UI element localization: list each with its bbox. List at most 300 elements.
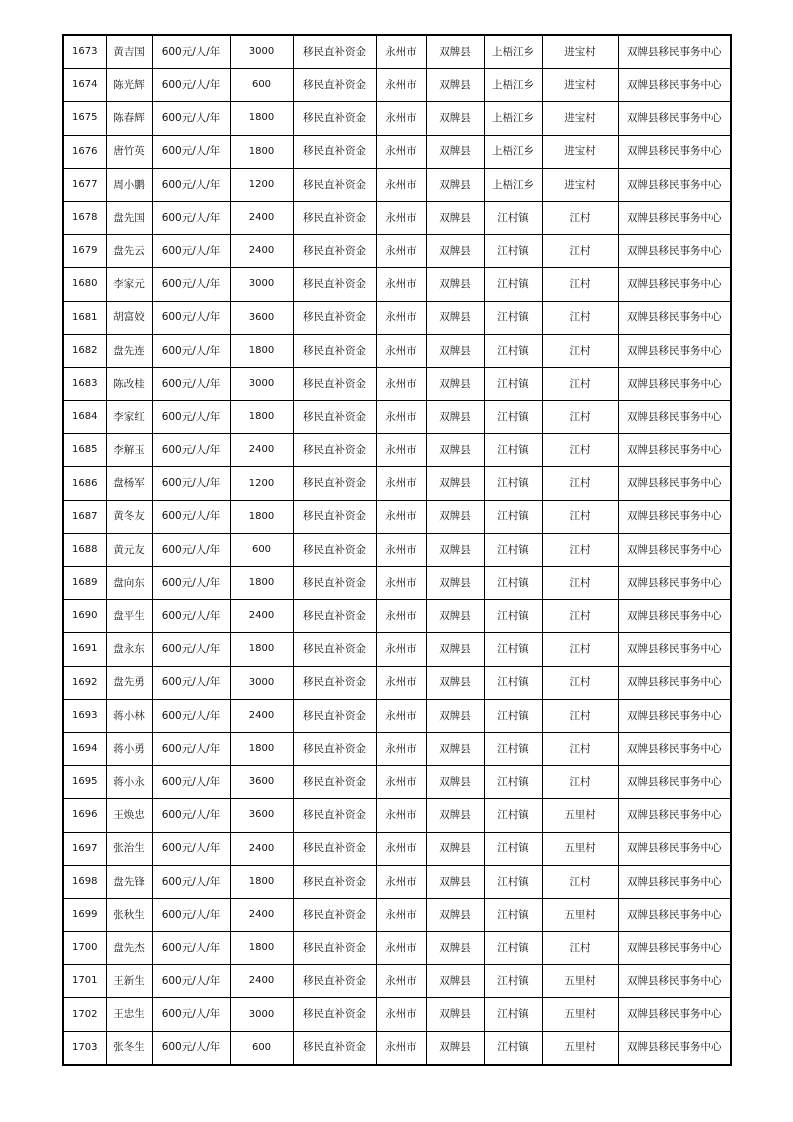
cell-amount: 1800: [230, 633, 293, 666]
cell-fund-type: 移民直补资金: [293, 799, 376, 832]
cell-township: 江村镇: [484, 898, 542, 931]
cell-fund-type: 移民直补资金: [293, 500, 376, 533]
cell-fund-type: 移民直补资金: [293, 301, 376, 334]
cell-issuing-agency: 双牌县移民事务中心: [618, 932, 731, 965]
cell-city: 永州市: [376, 102, 426, 135]
cell-subsidy-standard: 600元/人/年: [152, 367, 230, 400]
cell-amount: 2400: [230, 235, 293, 268]
cell-amount: 2400: [230, 699, 293, 732]
table-row: [63, 799, 731, 832]
cell-amount: 3000: [230, 35, 293, 69]
cell-village: 江村: [542, 434, 618, 467]
cell-row-number: 1684: [63, 401, 106, 434]
cell-row-number: 1676: [63, 135, 106, 168]
table-body: [63, 35, 731, 1065]
cell-subsidy-standard: 600元/人/年: [152, 600, 230, 633]
cell-issuing-agency: 双牌县移民事务中心: [618, 268, 731, 301]
cell-amount: 3000: [230, 268, 293, 301]
cell-county: 双牌县: [426, 600, 484, 633]
cell-recipient-name: 李家元: [106, 268, 152, 301]
cell-amount: 1800: [230, 732, 293, 765]
table-row: [63, 268, 731, 301]
cell-subsidy-standard: 600元/人/年: [152, 533, 230, 566]
cell-recipient-name: 周小鹏: [106, 168, 152, 201]
cell-issuing-agency: 双牌县移民事务中心: [618, 434, 731, 467]
cell-issuing-agency: 双牌县移民事务中心: [618, 69, 731, 102]
cell-fund-type: 移民直补资金: [293, 932, 376, 965]
cell-city: 永州市: [376, 467, 426, 500]
cell-fund-type: 移民直补资金: [293, 401, 376, 434]
cell-recipient-name: 蒋小勇: [106, 732, 152, 765]
table-row: [63, 334, 731, 367]
cell-county: 双牌县: [426, 168, 484, 201]
table-row: [63, 732, 731, 765]
cell-issuing-agency: 双牌县移民事务中心: [618, 998, 731, 1031]
cell-fund-type: 移民直补资金: [293, 201, 376, 234]
cell-row-number: 1702: [63, 998, 106, 1031]
cell-county: 双牌县: [426, 268, 484, 301]
cell-issuing-agency: 双牌县移民事务中心: [618, 235, 731, 268]
cell-recipient-name: 张治生: [106, 832, 152, 865]
cell-amount: 600: [230, 1031, 293, 1065]
cell-issuing-agency: 双牌县移民事务中心: [618, 102, 731, 135]
cell-county: 双牌县: [426, 732, 484, 765]
cell-issuing-agency: 双牌县移民事务中心: [618, 699, 731, 732]
cell-subsidy-standard: 600元/人/年: [152, 135, 230, 168]
cell-county: 双牌县: [426, 434, 484, 467]
cell-city: 永州市: [376, 567, 426, 600]
cell-city: 永州市: [376, 998, 426, 1031]
cell-recipient-name: 盘先锋: [106, 865, 152, 898]
cell-township: 江村镇: [484, 301, 542, 334]
cell-recipient-name: 陈春辉: [106, 102, 152, 135]
cell-recipient-name: 黄吉国: [106, 35, 152, 69]
cell-village: 江村: [542, 567, 618, 600]
cell-fund-type: 移民直补资金: [293, 367, 376, 400]
table-row: [63, 865, 731, 898]
cell-recipient-name: 李解玉: [106, 434, 152, 467]
cell-amount: 600: [230, 533, 293, 566]
cell-village: 五里村: [542, 799, 618, 832]
cell-township: 江村镇: [484, 965, 542, 998]
cell-row-number: 1697: [63, 832, 106, 865]
table-row: [63, 666, 731, 699]
cell-issuing-agency: 双牌县移民事务中心: [618, 600, 731, 633]
cell-subsidy-standard: 600元/人/年: [152, 567, 230, 600]
cell-row-number: 1695: [63, 766, 106, 799]
cell-recipient-name: 盘平生: [106, 600, 152, 633]
cell-recipient-name: 张秋生: [106, 898, 152, 931]
cell-village: 江村: [542, 699, 618, 732]
cell-subsidy-standard: 600元/人/年: [152, 102, 230, 135]
cell-village: 江村: [542, 865, 618, 898]
cell-county: 双牌县: [426, 633, 484, 666]
cell-village: 江村: [542, 633, 618, 666]
cell-city: 永州市: [376, 932, 426, 965]
cell-county: 双牌县: [426, 998, 484, 1031]
cell-amount: 2400: [230, 600, 293, 633]
cell-amount: 600: [230, 69, 293, 102]
cell-township: 上梧江乡: [484, 69, 542, 102]
cell-county: 双牌县: [426, 201, 484, 234]
cell-village: 江村: [542, 201, 618, 234]
cell-county: 双牌县: [426, 500, 484, 533]
cell-township: 上梧江乡: [484, 35, 542, 69]
cell-township: 上梧江乡: [484, 135, 542, 168]
cell-subsidy-standard: 600元/人/年: [152, 732, 230, 765]
cell-village: 五里村: [542, 832, 618, 865]
cell-village: 江村: [542, 235, 618, 268]
cell-amount: 1800: [230, 334, 293, 367]
cell-city: 永州市: [376, 401, 426, 434]
table-row: [63, 500, 731, 533]
table-row: [63, 533, 731, 566]
cell-city: 永州市: [376, 865, 426, 898]
table-row: [63, 567, 731, 600]
cell-county: 双牌县: [426, 932, 484, 965]
cell-village: 江村: [542, 533, 618, 566]
cell-amount: 3600: [230, 799, 293, 832]
cell-subsidy-standard: 600元/人/年: [152, 998, 230, 1031]
cell-city: 永州市: [376, 898, 426, 931]
cell-row-number: 1674: [63, 69, 106, 102]
cell-village: 江村: [542, 932, 618, 965]
cell-subsidy-standard: 600元/人/年: [152, 434, 230, 467]
cell-county: 双牌县: [426, 766, 484, 799]
cell-row-number: 1681: [63, 301, 106, 334]
cell-fund-type: 移民直补资金: [293, 832, 376, 865]
cell-recipient-name: 陈改桂: [106, 367, 152, 400]
cell-city: 永州市: [376, 799, 426, 832]
cell-issuing-agency: 双牌县移民事务中心: [618, 135, 731, 168]
cell-township: 江村镇: [484, 533, 542, 566]
cell-fund-type: 移民直补资金: [293, 666, 376, 699]
cell-issuing-agency: 双牌县移民事务中心: [618, 367, 731, 400]
cell-township: 江村镇: [484, 201, 542, 234]
cell-township: 江村镇: [484, 334, 542, 367]
cell-subsidy-standard: 600元/人/年: [152, 334, 230, 367]
cell-county: 双牌县: [426, 666, 484, 699]
cell-township: 江村镇: [484, 235, 542, 268]
cell-amount: 1200: [230, 168, 293, 201]
cell-city: 永州市: [376, 168, 426, 201]
cell-subsidy-standard: 600元/人/年: [152, 932, 230, 965]
cell-village: 进宝村: [542, 69, 618, 102]
cell-township: 江村镇: [484, 799, 542, 832]
cell-issuing-agency: 双牌县移民事务中心: [618, 201, 731, 234]
table-row: [63, 401, 731, 434]
cell-subsidy-standard: 600元/人/年: [152, 633, 230, 666]
cell-city: 永州市: [376, 965, 426, 998]
cell-recipient-name: 蒋小林: [106, 699, 152, 732]
cell-issuing-agency: 双牌县移民事务中心: [618, 301, 731, 334]
cell-fund-type: 移民直补资金: [293, 235, 376, 268]
cell-amount: 2400: [230, 434, 293, 467]
cell-township: 上梧江乡: [484, 102, 542, 135]
cell-row-number: 1682: [63, 334, 106, 367]
cell-township: 江村镇: [484, 401, 542, 434]
cell-fund-type: 移民直补资金: [293, 567, 376, 600]
cell-village: 进宝村: [542, 35, 618, 69]
table-row: [63, 832, 731, 865]
cell-recipient-name: 王忠生: [106, 998, 152, 1031]
cell-village: 五里村: [542, 965, 618, 998]
table-row: [63, 600, 731, 633]
cell-county: 双牌县: [426, 965, 484, 998]
cell-village: 江村: [542, 334, 618, 367]
cell-amount: 1800: [230, 500, 293, 533]
cell-recipient-name: 陈光辉: [106, 69, 152, 102]
cell-fund-type: 移民直补资金: [293, 135, 376, 168]
cell-fund-type: 移民直补资金: [293, 898, 376, 931]
cell-issuing-agency: 双牌县移民事务中心: [618, 467, 731, 500]
cell-village: 江村: [542, 467, 618, 500]
cell-subsidy-standard: 600元/人/年: [152, 799, 230, 832]
cell-city: 永州市: [376, 533, 426, 566]
cell-township: 江村镇: [484, 666, 542, 699]
cell-row-number: 1683: [63, 367, 106, 400]
table-row: [63, 898, 731, 931]
cell-township: 江村镇: [484, 367, 542, 400]
cell-recipient-name: 胡富姣: [106, 301, 152, 334]
cell-subsidy-standard: 600元/人/年: [152, 898, 230, 931]
cell-row-number: 1675: [63, 102, 106, 135]
cell-city: 永州市: [376, 35, 426, 69]
table-row: [63, 102, 731, 135]
cell-township: 江村镇: [484, 500, 542, 533]
cell-issuing-agency: 双牌县移民事务中心: [618, 865, 731, 898]
cell-amount: 3000: [230, 367, 293, 400]
cell-fund-type: 移民直补资金: [293, 69, 376, 102]
cell-city: 永州市: [376, 69, 426, 102]
cell-fund-type: 移民直补资金: [293, 699, 376, 732]
cell-city: 永州市: [376, 600, 426, 633]
cell-row-number: 1693: [63, 699, 106, 732]
cell-recipient-name: 盘先杰: [106, 932, 152, 965]
cell-city: 永州市: [376, 666, 426, 699]
cell-row-number: 1698: [63, 865, 106, 898]
cell-county: 双牌县: [426, 69, 484, 102]
cell-recipient-name: 盘先国: [106, 201, 152, 234]
cell-county: 双牌县: [426, 567, 484, 600]
cell-subsidy-standard: 600元/人/年: [152, 1031, 230, 1065]
cell-village: 进宝村: [542, 135, 618, 168]
cell-fund-type: 移民直补资金: [293, 35, 376, 69]
cell-row-number: 1687: [63, 500, 106, 533]
cell-row-number: 1696: [63, 799, 106, 832]
cell-issuing-agency: 双牌县移民事务中心: [618, 35, 731, 69]
cell-row-number: 1694: [63, 732, 106, 765]
cell-city: 永州市: [376, 201, 426, 234]
cell-issuing-agency: 双牌县移民事务中心: [618, 401, 731, 434]
cell-amount: 1800: [230, 567, 293, 600]
cell-township: 江村镇: [484, 699, 542, 732]
cell-township: 江村镇: [484, 932, 542, 965]
cell-village: 江村: [542, 268, 618, 301]
cell-city: 永州市: [376, 334, 426, 367]
cell-village: 江村: [542, 766, 618, 799]
cell-county: 双牌县: [426, 301, 484, 334]
cell-issuing-agency: 双牌县移民事务中心: [618, 1031, 731, 1065]
cell-village: 五里村: [542, 898, 618, 931]
cell-subsidy-standard: 600元/人/年: [152, 235, 230, 268]
cell-amount: 2400: [230, 201, 293, 234]
cell-issuing-agency: 双牌县移民事务中心: [618, 799, 731, 832]
cell-fund-type: 移民直补资金: [293, 865, 376, 898]
cell-subsidy-standard: 600元/人/年: [152, 666, 230, 699]
table-row: [63, 35, 731, 69]
table-row: [63, 998, 731, 1031]
table-row: [63, 69, 731, 102]
cell-subsidy-standard: 600元/人/年: [152, 201, 230, 234]
table-row: [63, 633, 731, 666]
cell-village: 进宝村: [542, 102, 618, 135]
cell-subsidy-standard: 600元/人/年: [152, 832, 230, 865]
cell-village: 江村: [542, 401, 618, 434]
cell-township: 江村镇: [484, 832, 542, 865]
cell-township: 江村镇: [484, 434, 542, 467]
cell-amount: 1800: [230, 932, 293, 965]
cell-row-number: 1678: [63, 201, 106, 234]
cell-township: 江村镇: [484, 1031, 542, 1065]
cell-fund-type: 移民直补资金: [293, 1031, 376, 1065]
cell-issuing-agency: 双牌县移民事务中心: [618, 168, 731, 201]
cell-recipient-name: 黄冬友: [106, 500, 152, 533]
cell-row-number: 1700: [63, 932, 106, 965]
cell-village: 五里村: [542, 998, 618, 1031]
cell-subsidy-standard: 600元/人/年: [152, 467, 230, 500]
cell-city: 永州市: [376, 301, 426, 334]
cell-subsidy-standard: 600元/人/年: [152, 168, 230, 201]
cell-amount: 1800: [230, 102, 293, 135]
cell-recipient-name: 蒋小永: [106, 766, 152, 799]
table-row: [63, 168, 731, 201]
cell-county: 双牌县: [426, 865, 484, 898]
cell-county: 双牌县: [426, 334, 484, 367]
cell-village: 江村: [542, 500, 618, 533]
cell-county: 双牌县: [426, 467, 484, 500]
cell-county: 双牌县: [426, 135, 484, 168]
cell-township: 江村镇: [484, 865, 542, 898]
cell-row-number: 1689: [63, 567, 106, 600]
cell-township: 上梧江乡: [484, 168, 542, 201]
cell-county: 双牌县: [426, 533, 484, 566]
cell-subsidy-standard: 600元/人/年: [152, 699, 230, 732]
table-row: [63, 201, 731, 234]
cell-issuing-agency: 双牌县移民事务中心: [618, 832, 731, 865]
cell-subsidy-standard: 600元/人/年: [152, 301, 230, 334]
cell-issuing-agency: 双牌县移民事务中心: [618, 567, 731, 600]
cell-recipient-name: 盘向东: [106, 567, 152, 600]
cell-subsidy-standard: 600元/人/年: [152, 35, 230, 69]
cell-village: 江村: [542, 301, 618, 334]
cell-subsidy-standard: 600元/人/年: [152, 865, 230, 898]
cell-fund-type: 移民直补资金: [293, 334, 376, 367]
cell-city: 永州市: [376, 135, 426, 168]
cell-amount: 2400: [230, 965, 293, 998]
cell-fund-type: 移民直补资金: [293, 434, 376, 467]
cell-township: 江村镇: [484, 998, 542, 1031]
cell-recipient-name: 李家红: [106, 401, 152, 434]
cell-county: 双牌县: [426, 35, 484, 69]
cell-city: 永州市: [376, 268, 426, 301]
cell-county: 双牌县: [426, 235, 484, 268]
cell-subsidy-standard: 600元/人/年: [152, 268, 230, 301]
cell-county: 双牌县: [426, 367, 484, 400]
cell-recipient-name: 唐竹英: [106, 135, 152, 168]
cell-fund-type: 移民直补资金: [293, 168, 376, 201]
cell-village: 五里村: [542, 1031, 618, 1065]
cell-issuing-agency: 双牌县移民事务中心: [618, 533, 731, 566]
cell-amount: 3600: [230, 766, 293, 799]
cell-fund-type: 移民直补资金: [293, 965, 376, 998]
cell-city: 永州市: [376, 1031, 426, 1065]
cell-county: 双牌县: [426, 401, 484, 434]
cell-recipient-name: 张冬生: [106, 1031, 152, 1065]
cell-city: 永州市: [376, 766, 426, 799]
cell-city: 永州市: [376, 235, 426, 268]
cell-fund-type: 移民直补资金: [293, 766, 376, 799]
cell-amount: 2400: [230, 832, 293, 865]
cell-recipient-name: 黄元友: [106, 533, 152, 566]
cell-subsidy-standard: 600元/人/年: [152, 766, 230, 799]
cell-issuing-agency: 双牌县移民事务中心: [618, 732, 731, 765]
cell-issuing-agency: 双牌县移民事务中心: [618, 633, 731, 666]
cell-row-number: 1685: [63, 434, 106, 467]
table-row: [63, 1031, 731, 1065]
cell-recipient-name: 盘永东: [106, 633, 152, 666]
cell-issuing-agency: 双牌县移民事务中心: [618, 500, 731, 533]
cell-issuing-agency: 双牌县移民事务中心: [618, 898, 731, 931]
cell-subsidy-standard: 600元/人/年: [152, 401, 230, 434]
cell-row-number: 1690: [63, 600, 106, 633]
cell-township: 江村镇: [484, 600, 542, 633]
cell-row-number: 1680: [63, 268, 106, 301]
cell-township: 江村镇: [484, 567, 542, 600]
cell-city: 永州市: [376, 832, 426, 865]
cell-subsidy-standard: 600元/人/年: [152, 69, 230, 102]
cell-amount: 1200: [230, 467, 293, 500]
cell-township: 江村镇: [484, 467, 542, 500]
table-row: [63, 965, 731, 998]
cell-amount: 2400: [230, 898, 293, 931]
cell-row-number: 1673: [63, 35, 106, 69]
cell-issuing-agency: 双牌县移民事务中心: [618, 965, 731, 998]
cell-city: 永州市: [376, 633, 426, 666]
cell-city: 永州市: [376, 699, 426, 732]
cell-recipient-name: 盘先云: [106, 235, 152, 268]
cell-row-number: 1692: [63, 666, 106, 699]
cell-amount: 1800: [230, 135, 293, 168]
cell-county: 双牌县: [426, 898, 484, 931]
cell-row-number: 1699: [63, 898, 106, 931]
cell-village: 江村: [542, 600, 618, 633]
cell-village: 江村: [542, 732, 618, 765]
cell-amount: 3600: [230, 301, 293, 334]
table-row: [63, 699, 731, 732]
cell-recipient-name: 盘杨军: [106, 467, 152, 500]
cell-row-number: 1686: [63, 467, 106, 500]
table-row: [63, 367, 731, 400]
cell-fund-type: 移民直补资金: [293, 268, 376, 301]
cell-recipient-name: 盘先连: [106, 334, 152, 367]
cell-township: 江村镇: [484, 633, 542, 666]
cell-amount: 3000: [230, 998, 293, 1031]
cell-fund-type: 移民直补资金: [293, 102, 376, 135]
table-row: [63, 434, 731, 467]
cell-recipient-name: 王焕忠: [106, 799, 152, 832]
cell-issuing-agency: 双牌县移民事务中心: [618, 666, 731, 699]
